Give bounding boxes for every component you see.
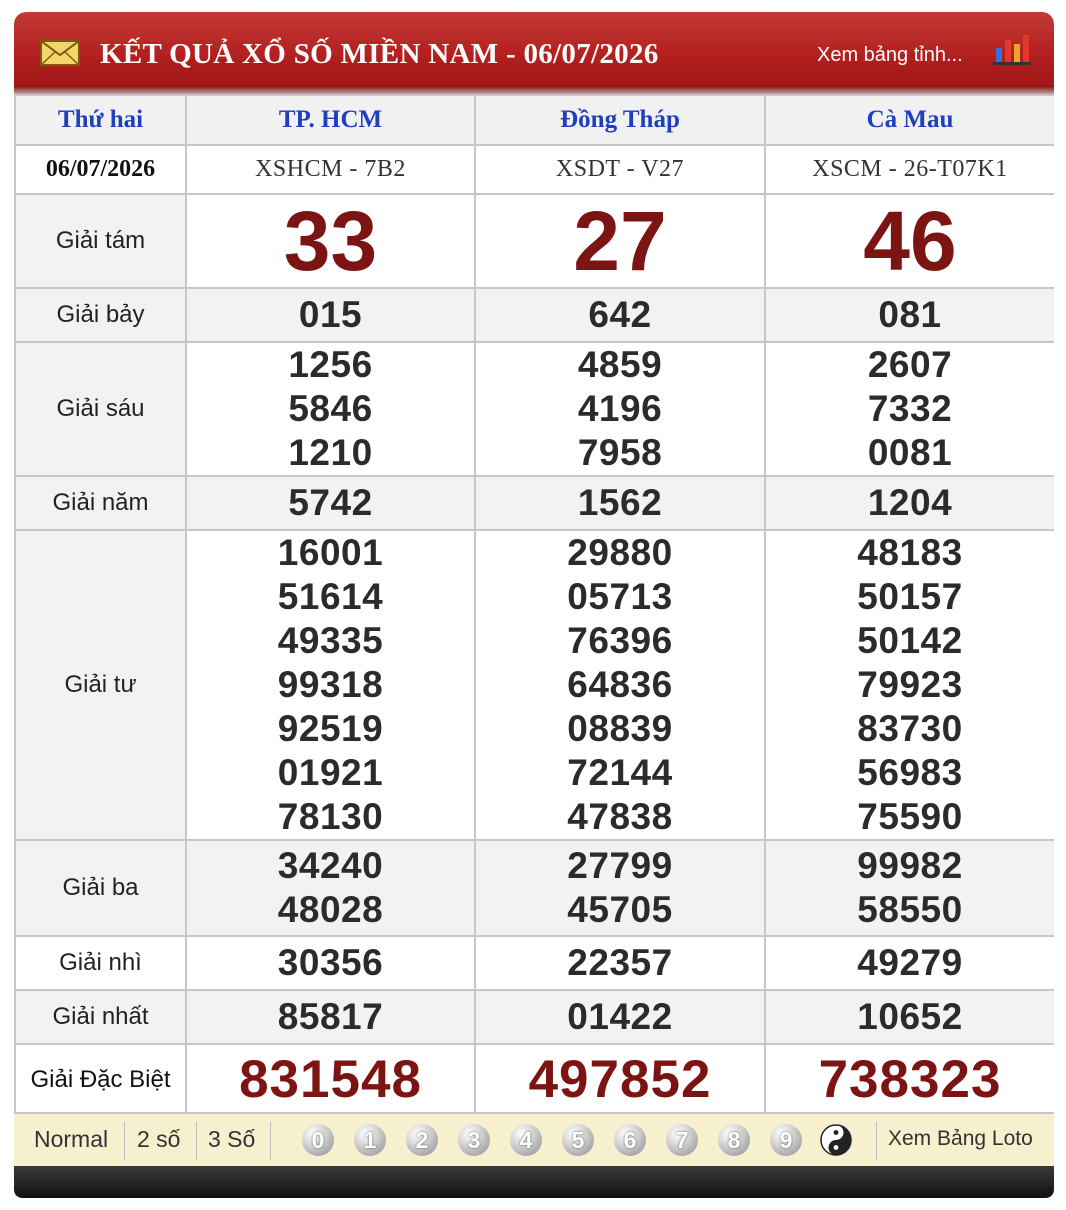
prize-number: 49279 xyxy=(765,936,1054,990)
prize-label: Giải ba xyxy=(15,840,186,936)
bottom-bar xyxy=(14,1166,1054,1198)
prize-label: Giải Đặc Biệt xyxy=(15,1044,186,1116)
prize-number: 99982 xyxy=(857,845,963,886)
prize-number: 30356 xyxy=(186,936,475,990)
province-header-row xyxy=(15,95,1054,145)
prize-number: 1204 xyxy=(765,476,1054,530)
prize-number: 16001 xyxy=(277,532,384,573)
prize-row-2 xyxy=(15,936,1054,990)
prize-number: 34240 xyxy=(277,845,384,886)
province-name-hcm[interactable]: TP. HCM xyxy=(186,95,475,145)
header-bar xyxy=(14,12,1054,94)
digit-ball-8[interactable]: 8 xyxy=(718,1124,750,1156)
lottery-code-dong-thap: XSDT - V27 xyxy=(475,145,765,194)
view-loto-table-link[interactable]: Xem Bảng Loto xyxy=(888,1127,1033,1150)
prize-number: 49335 xyxy=(277,620,384,661)
prize-number: 7958 xyxy=(577,432,663,473)
prize-number: 56983 xyxy=(857,752,963,793)
prize-number: 015 xyxy=(186,288,475,342)
toolbar-divider xyxy=(196,1122,197,1160)
prize-number: 642 xyxy=(475,288,765,342)
prize-number: 01921 xyxy=(277,752,384,793)
digit-ball-0[interactable]: 0 xyxy=(302,1124,334,1156)
prize-number: 45705 xyxy=(567,889,673,930)
draw-date: 06/07/2026 xyxy=(15,145,186,194)
mode-2-digit-button[interactable]: 2 số xyxy=(137,1126,181,1152)
prize-label: Giải tám xyxy=(15,194,186,288)
prize-number: 4196 xyxy=(577,388,663,429)
lottery-code-ca-mau: XSCM - 26-T07K1 xyxy=(765,145,1054,194)
digit-ball-4[interactable]: 4 xyxy=(510,1124,542,1156)
prize-number: 4859 xyxy=(577,344,663,385)
toolbar-divider xyxy=(124,1122,125,1160)
prize-label: Giải nhất xyxy=(15,990,186,1044)
prize-label: Giải năm xyxy=(15,476,186,530)
code-row xyxy=(15,145,1054,194)
digit-ball-1[interactable]: 1 xyxy=(354,1124,386,1156)
prize-number: 7332 xyxy=(867,388,953,429)
prize-number: 85817 xyxy=(186,990,475,1044)
prize-row-6 xyxy=(15,342,1054,476)
prize-number: 081 xyxy=(765,288,1054,342)
prize-number: 78130 xyxy=(277,796,384,837)
prize-number: 79923 xyxy=(857,664,963,705)
prize-number: 48028 xyxy=(277,889,384,930)
prize-number: 10652 xyxy=(765,990,1054,1044)
yin-yang-icon[interactable] xyxy=(820,1124,852,1156)
prize-cell xyxy=(475,840,765,936)
bar-chart-icon[interactable] xyxy=(992,32,1032,66)
mode-3-digit-button[interactable]: 3 Số xyxy=(208,1126,256,1152)
prize-cell xyxy=(765,342,1054,476)
prize-number: 33 xyxy=(186,194,475,288)
prize-number: 50157 xyxy=(857,576,963,617)
weekday-label: Thứ hai xyxy=(15,95,186,145)
prize-number: 08839 xyxy=(567,708,673,749)
prize-number: 48183 xyxy=(857,532,963,573)
prize-number: 92519 xyxy=(277,708,384,749)
lottery-code-hcm: XSHCM - 7B2 xyxy=(186,145,475,194)
page-title: KẾT QUẢ XỔ SỐ MIỀN NAM - 06/07/2026 xyxy=(100,38,659,70)
prize-number: 50142 xyxy=(857,620,963,661)
prize-number: 64836 xyxy=(567,664,673,705)
prize-row-1 xyxy=(15,990,1054,1044)
prize-number: 2607 xyxy=(867,344,953,385)
toolbar-divider xyxy=(876,1122,877,1160)
prize-row-3 xyxy=(15,840,1054,936)
digit-ball-3[interactable]: 3 xyxy=(458,1124,490,1156)
prize-number: 46 xyxy=(765,194,1054,288)
view-province-table-link[interactable]: Xem bảng tỉnh... xyxy=(817,44,963,66)
prize-number: 47838 xyxy=(567,796,673,837)
prize-number: 58550 xyxy=(857,889,963,930)
prize-row-5 xyxy=(15,476,1054,530)
digit-ball-9[interactable]: 9 xyxy=(770,1124,802,1156)
prize-label: Giải tư xyxy=(15,530,186,840)
digit-ball-7[interactable]: 7 xyxy=(666,1124,698,1156)
prize-number: 05713 xyxy=(567,576,673,617)
prize-number: 75590 xyxy=(857,796,963,837)
digit-ball-6[interactable]: 6 xyxy=(614,1124,646,1156)
special-prize-number: 497852 xyxy=(475,1044,765,1116)
prize-number: 29880 xyxy=(567,532,673,573)
prize-row-special xyxy=(15,1044,1054,1116)
prize-cell xyxy=(186,342,475,476)
province-name-ca-mau[interactable]: Cà Mau xyxy=(765,95,1054,145)
prize-label: Giải nhì xyxy=(15,936,186,990)
filter-toolbar xyxy=(14,1112,1054,1166)
digit-ball-2[interactable]: 2 xyxy=(406,1124,438,1156)
prize-number: 5846 xyxy=(288,388,373,429)
prize-number: 27 xyxy=(475,194,765,288)
toolbar-divider xyxy=(270,1122,271,1160)
digit-ball-5[interactable]: 5 xyxy=(562,1124,594,1156)
province-name-dong-thap[interactable]: Đồng Tháp xyxy=(475,95,765,145)
prize-number: 99318 xyxy=(277,664,384,705)
prize-number: 83730 xyxy=(857,708,963,749)
special-prize-number: 738323 xyxy=(765,1044,1054,1116)
results-table xyxy=(14,94,1054,1117)
prize-cell xyxy=(765,530,1054,840)
mode-normal-button[interactable]: Normal xyxy=(34,1126,109,1152)
prize-cell xyxy=(186,840,475,936)
prize-number: 22357 xyxy=(475,936,765,990)
prize-label: Giải sáu xyxy=(15,342,186,476)
prize-number: 1256 xyxy=(288,344,373,385)
prize-cell xyxy=(475,342,765,476)
prize-cell xyxy=(475,530,765,840)
prize-cell xyxy=(765,840,1054,936)
prize-row-8 xyxy=(15,194,1054,288)
prize-label: Giải bảy xyxy=(15,288,186,342)
prize-row-4 xyxy=(15,530,1054,840)
prize-cell xyxy=(186,530,475,840)
prize-number: 5742 xyxy=(186,476,475,530)
prize-row-7 xyxy=(15,288,1054,342)
results-panel xyxy=(14,12,1054,1198)
prize-number: 1562 xyxy=(475,476,765,530)
prize-number: 51614 xyxy=(277,576,384,617)
mail-icon xyxy=(40,40,80,66)
prize-number: 27799 xyxy=(567,845,673,886)
prize-number: 1210 xyxy=(288,432,373,473)
prize-number: 76396 xyxy=(567,620,673,661)
prize-number: 01422 xyxy=(475,990,765,1044)
prize-number: 0081 xyxy=(867,432,953,473)
prize-number: 72144 xyxy=(567,752,673,793)
special-prize-number: 831548 xyxy=(186,1044,475,1116)
